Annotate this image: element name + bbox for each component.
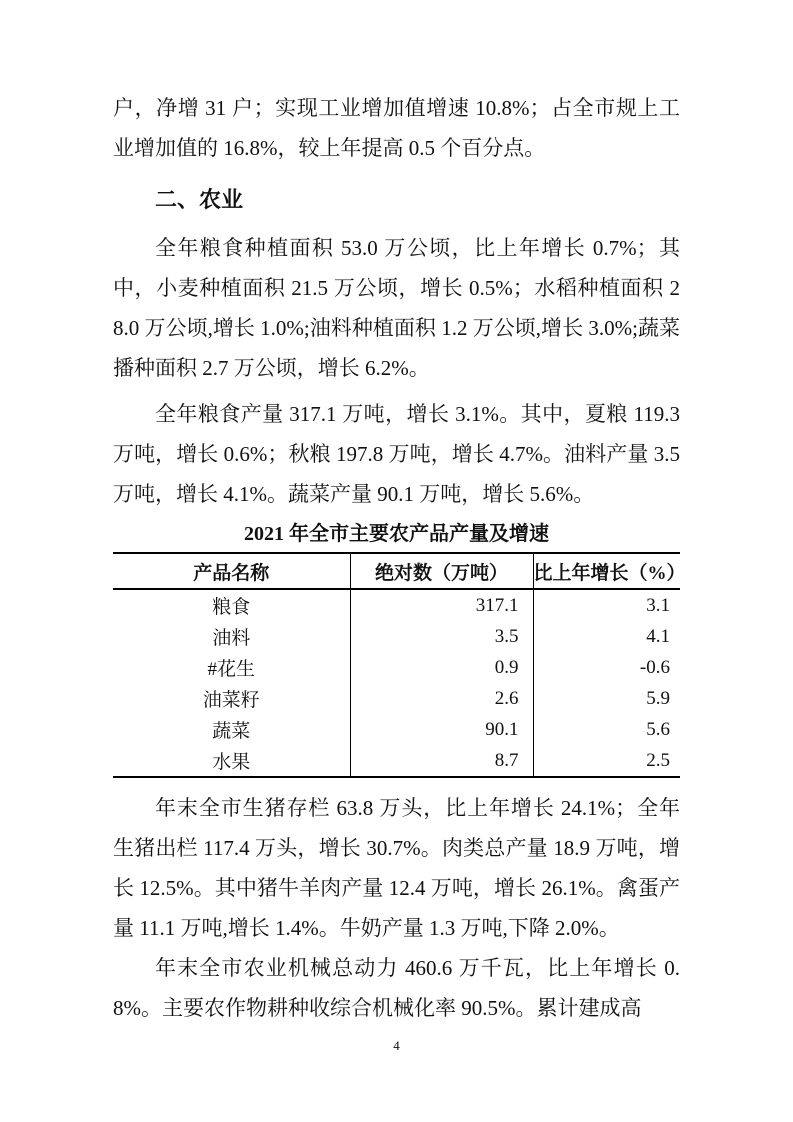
absolute-value-cell: 8.7 [350,745,533,777]
table-header-row [113,553,680,589]
agri-products-table [113,552,686,778]
absolute-value-cell: 317.1 [350,589,533,621]
growth-rate-cell: 5.9 [533,683,680,714]
absolute-value-cell: 90.1 [350,714,533,745]
page-number: 4 [393,1038,400,1053]
absolute-value-cell: 2.6 [350,683,533,714]
growth-rate-cell: -0.6 [533,652,680,683]
absolute-value-cell: 3.5 [350,621,533,652]
product-name-cell: 粮食 [212,597,251,618]
growth-rate-cell: 4.1 [533,621,680,652]
table-row [113,589,680,621]
col-header-product-name: 产品名称 [113,553,350,589]
product-name-cell: 水果 [212,752,251,773]
product-name-cell: 油菜籽 [202,690,260,711]
paragraph-livestock: 年末全市生猪存栏 63.8 万头，比上年增长 24.1%；全年生猪出栏 117.4 万头，增长 30.7%。肉类总产量 18.9 万吨，增长 12.5%。其中猪牛羊肉产量 12.4 万吨，增长 26.1%。禽蛋产量 11.1 万吨,增长 1.4%。牛奶产量 1.3 万吨,下降 2.0%。 [113,796,680,940]
col-header-growth-rate: 比上年增长（%） [533,553,680,589]
product-name-cell: #花生 [207,659,255,680]
paragraph-grain-output: 全年粮食产量 317.1 万吨，增长 3.1%。其中，夏粮 119.3 万吨，增长 0.6%；秋粮 197.8 万吨，增长 4.7%。油料产量 3.5 万吨，增长 4.1%。蔬菜产量 90.1 万吨，增长 5.6%。 [113,402,680,506]
paragraph-industry-continuation: 户，净增 31 户；实现工业增加值增速 10.8%；占全市规上工业增加值的 16.8%，较上年提高 0.5 个百分点。 [113,96,680,160]
growth-rate-cell: 2.5 [533,745,680,777]
table-row [113,621,680,652]
table-row [113,683,680,714]
section-heading-agriculture: 二、农业 [155,187,244,212]
growth-rate-cell: 3.1 [533,589,680,621]
table-row [113,652,680,683]
table-row [113,745,680,777]
paragraph-planting-area: 全年粮食种植面积 53.0 万公顷，比上年增长 0.7%；其中，小麦种植面积 21.5 万公顷，增长 0.5%；水稻种植面积 28.0 万公顷,增长 1.0%;油料种植面积 1.2 万公顷,增长 3.0%;蔬菜播种面积 2.7 万公顷，增长 6.2%。 [113,236,680,380]
paragraph-machinery: 年末全市农业机械总动力 460.6 万千瓦，比上年增长 0.8%。主要农作物耕种收综合机械化率 90.5%。累计建成高 [113,956,680,1020]
table-title: 2021 年全市主要农产品产量及增速 [244,523,549,545]
table-row [113,714,680,745]
product-name-cell: 蔬菜 [212,721,251,742]
growth-rate-cell: 5.6 [533,714,680,745]
absolute-value-cell: 0.9 [350,652,533,683]
product-name-cell: 油料 [212,628,251,649]
col-header-absolute-value: 绝对数（万吨） [350,553,533,589]
